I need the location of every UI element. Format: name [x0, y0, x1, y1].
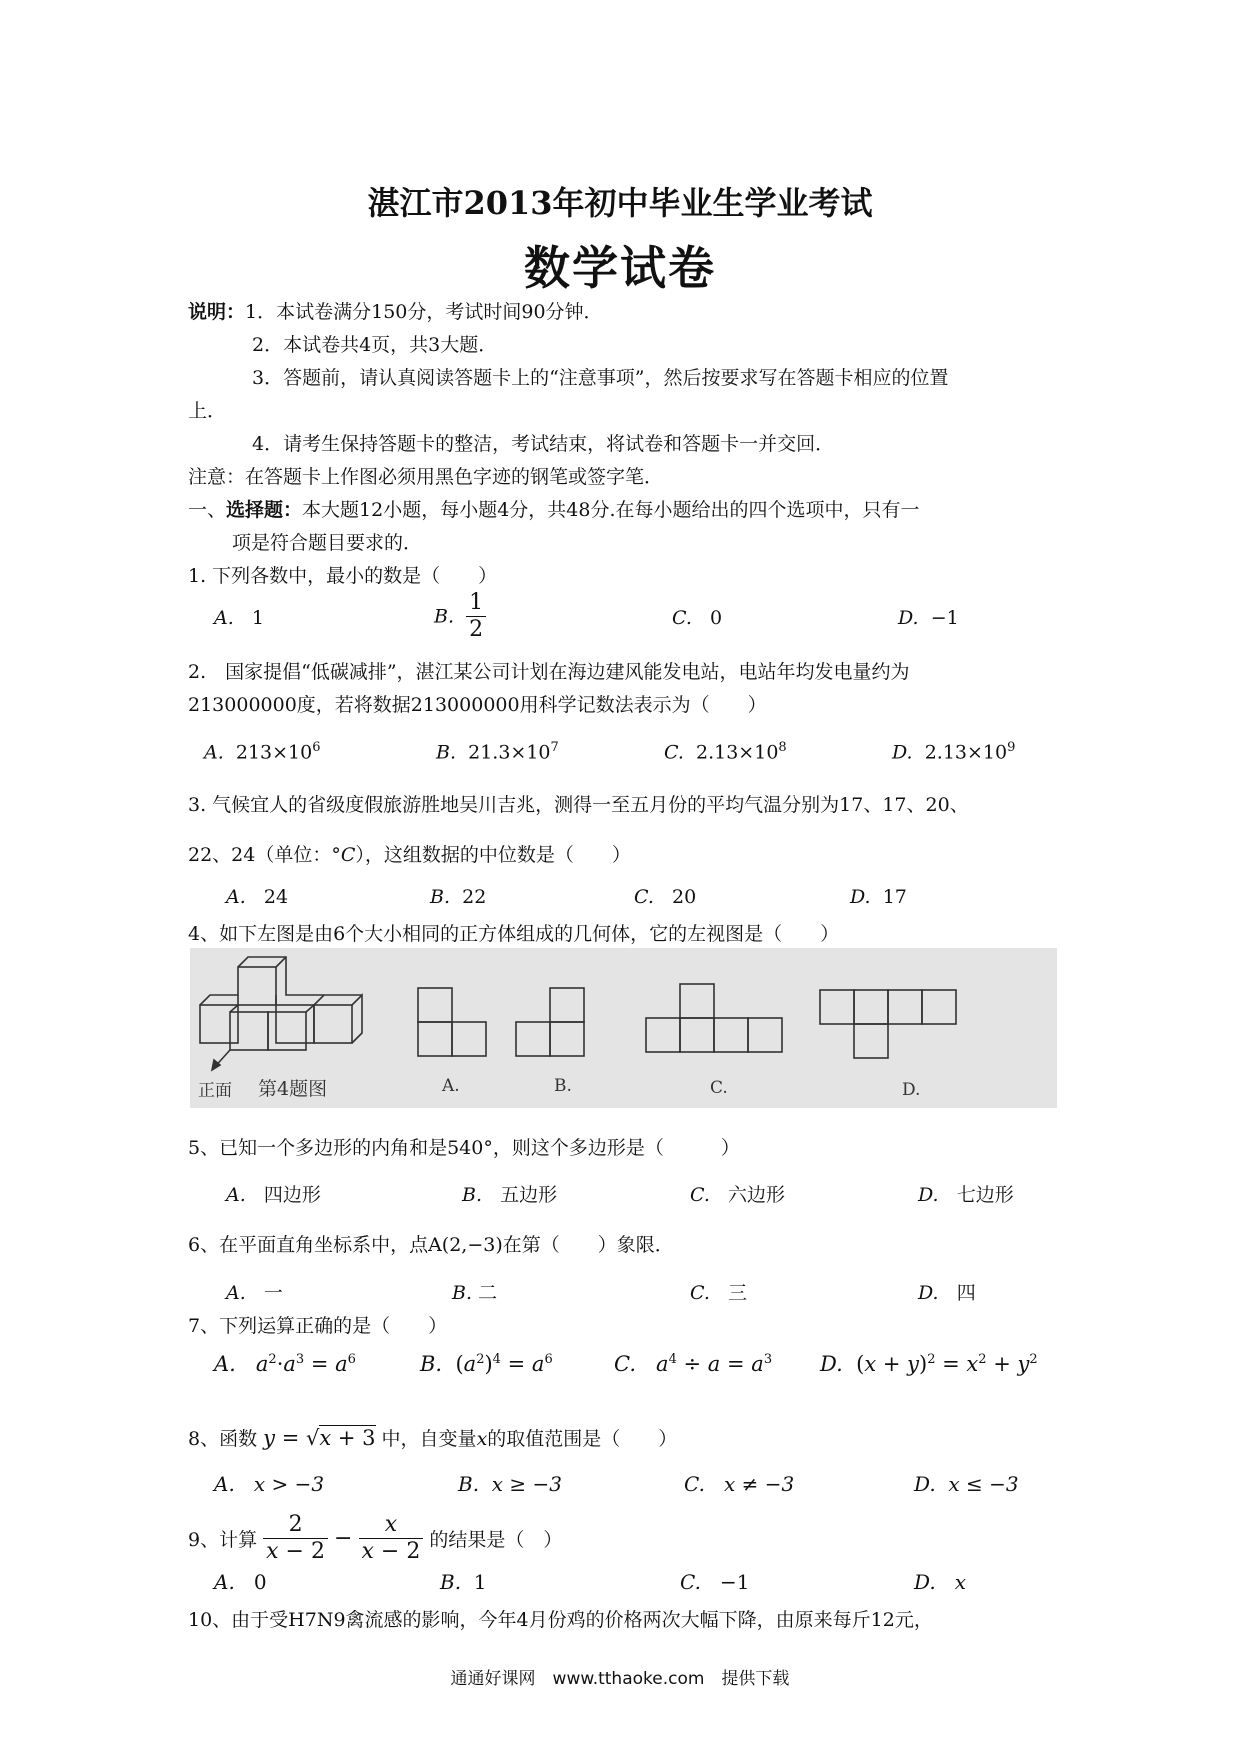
option-label: D. [892, 741, 913, 764]
option-value: 四 [956, 1282, 976, 1304]
q7-option-c: C. $a^4 \div a = a^3$ [614, 1352, 773, 1376]
option-value: 五边形 [500, 1184, 558, 1206]
section-text: 本大题12小题，每小题4分，共48分.在每小题给出的四个选项中，只有一 [302, 499, 920, 521]
q3-option-a [226, 886, 288, 908]
option-value: x ≠ −3 [724, 1472, 795, 1496]
option-value: 七边形 [956, 1184, 1014, 1206]
option-value: −1 [930, 607, 959, 629]
option-label: D. [914, 1472, 936, 1496]
q3-option-c [634, 886, 696, 908]
q2-option-a [204, 740, 321, 763]
fraction [263, 1512, 328, 1565]
instruction-item: 上． [188, 400, 227, 422]
numerator: x [359, 1512, 424, 1539]
section-label: 选择题： [226, 499, 303, 521]
fraction [466, 590, 486, 643]
option-label: A. [226, 1184, 246, 1206]
option-value: x [954, 1570, 967, 1594]
figure-option-a-label: A. [442, 1076, 460, 1096]
q8-text: 中，自变量 [381, 1428, 477, 1450]
q5-option-b [462, 1180, 557, 1207]
option-value: 一 [263, 1282, 283, 1304]
q3-text: 22、24（单位： [188, 844, 332, 866]
option-value: 0 [253, 1570, 267, 1594]
q7-option-d: D. $(x + y)^2 = x^2 + y^2$ [820, 1352, 1038, 1376]
q6-option-d [918, 1278, 976, 1305]
question-3-line-1: 3. 气候宜人的省级度假旅游胜地吴川吉兆，测得一至五月份的平均气温分别为17、17、20、 [188, 794, 969, 816]
option-value: 213×10 [235, 741, 313, 764]
q1-option-a [214, 607, 264, 629]
option-label: C. [690, 1184, 710, 1206]
instructions-line-1 [188, 297, 603, 324]
question-7-stem: 7、下列运算正确的是（ ） [188, 1315, 448, 1337]
question-9-stem: 9、计算 $\frac{2}{x - 2}$ − $\frac{x}{x - 2}$ 的结果是（ ） [188, 1512, 563, 1564]
figure-front-label: 正面 [198, 1081, 232, 1101]
instructions-label: 说明： [188, 301, 246, 323]
option-value: 2.13×10 [696, 741, 779, 764]
q2-option-c [664, 740, 787, 763]
figure-caption: 第4题图 [258, 1078, 328, 1100]
q6-option-c [690, 1278, 747, 1305]
option-value: 1 [473, 1570, 487, 1594]
option-value: x > −3 [253, 1472, 325, 1496]
option-value: x ≥ −3 [491, 1472, 563, 1496]
option-label: B. [458, 1472, 480, 1496]
instruction-item: 1．本试卷满分150分，考试时间90分钟． [245, 301, 603, 323]
option-label: B. [452, 1282, 473, 1304]
option-value: 四边形 [263, 1184, 321, 1206]
exponent: 6 [312, 740, 321, 755]
option-value: 六边形 [728, 1184, 786, 1206]
q7-option-b: B. $(a^2)^4 = a^6$ [420, 1352, 553, 1376]
option-value: 24 [263, 886, 289, 908]
instruction-item: 3．答题前，请认真阅读答题卡上的“注意事项”，然后按要求写在答题卡相应的位置 [252, 367, 949, 389]
option-value: 2.13×10 [924, 741, 1008, 764]
denominator: 2 [469, 617, 484, 642]
q6-option-a [226, 1278, 283, 1305]
q8-option-a [214, 1472, 324, 1496]
option-label: B. [434, 605, 455, 628]
option-label: C. [634, 886, 654, 908]
option-value: 1 [251, 607, 264, 629]
option-value: 二 [478, 1282, 498, 1304]
option-label: C. [672, 607, 692, 629]
q5-option-d [918, 1180, 1014, 1207]
exponent: 9 [1007, 740, 1016, 755]
option-label: A. [226, 1282, 246, 1304]
question-6-stem: 6、在平面直角坐标系中，点A(2,−3)在第（ ）象限． [188, 1234, 674, 1256]
option-value: 0 [710, 607, 723, 629]
q3-text: ），这组数据的中位数是（ ） [355, 844, 631, 866]
section-heading [188, 495, 920, 522]
q9-option-b [440, 1570, 487, 1594]
option-label: A. [214, 607, 234, 629]
option-label: C. [684, 1472, 705, 1496]
q9-text: 9、计算 [188, 1529, 258, 1551]
q8-text: 的取值范围是（ ） [487, 1428, 678, 1450]
question-2-line-1: 2. 国家提倡“低碳减排”，湛江某公司计划在海边建风能发电站，电站年均发电量约为 [188, 661, 910, 683]
q3-option-d [850, 886, 907, 908]
q8-text: 8、函数 [188, 1428, 258, 1450]
sqrt-expression: y = √x + 3 [263, 1426, 376, 1450]
instructions-note: 注意：在答题卡上作图必须用黑色字迹的钢笔或签字笔． [188, 466, 664, 488]
q1-option-c [672, 607, 722, 629]
question-3-line-2 [188, 840, 631, 867]
instruction-item: 4．请考生保持答题卡的整洁，考试结束，将试卷和答题卡一并交回． [252, 433, 835, 455]
question-2-line-2: 213000000度，若将数据213000000用科学记数法表示为（ ） [188, 694, 767, 716]
option-label: A. [214, 1472, 235, 1496]
q8-option-b [458, 1472, 562, 1496]
q2-option-b [436, 740, 559, 763]
option-label: C. [690, 1282, 710, 1304]
figure-option-d-label: D. [902, 1080, 921, 1100]
question-4-stem: 4、如下左图是由6个大小相同的正方体组成的几何体，它的左视图是（ ） [188, 923, 840, 945]
q8-option-d [914, 1472, 1019, 1496]
q5-option-a [226, 1180, 321, 1207]
question-5-stem: 5、已知一个多边形的内角和是540°，则这个多边形是（ ） [188, 1137, 740, 1159]
denominator: x − 2 [266, 1539, 325, 1564]
question-8-stem: 8、函数 y = √x + 3 中，自变量x的取值范围是（ ） [188, 1426, 678, 1450]
option-label: A. [204, 741, 224, 764]
instruction-item: 2．本试卷共4页，共3大题． [252, 334, 498, 356]
option-label: A. [226, 886, 246, 908]
exam-subtitle: 数学试卷 [524, 241, 716, 295]
option-label: D. [918, 1184, 939, 1206]
figure-option-b-label: B. [554, 1076, 572, 1096]
q2-option-d [892, 740, 1015, 763]
section-prefix: 一、 [188, 499, 227, 521]
exponent: 8 [778, 740, 787, 755]
q6-option-b [452, 1278, 497, 1305]
fraction [359, 1512, 424, 1565]
option-value: x ≤ −3 [948, 1472, 1019, 1496]
q9-option-a [214, 1570, 267, 1594]
q9-option-c [680, 1570, 750, 1594]
q9-text: 的结果是（ ） [429, 1529, 563, 1551]
option-value: 22 [462, 886, 487, 908]
question-10-line-1: 10、由于受H7N9禽流感的影响，今年4月份鸡的价格两次大幅下降，由原来每斤12元， [188, 1609, 933, 1631]
numerator: 1 [466, 590, 486, 617]
page-footer: 通通好课网 www.tthaoke.com 提供下载 [450, 1669, 790, 1689]
option-label: C. [664, 741, 684, 764]
q1-option-b [434, 590, 486, 643]
q8-option-c [684, 1472, 794, 1496]
option-label: C. [680, 1570, 701, 1594]
option-label: B. [436, 741, 457, 764]
option-value: 21.3×10 [468, 741, 551, 764]
option-value: 三 [728, 1282, 748, 1304]
option-label: B. [430, 886, 451, 908]
option-label: D. [898, 607, 919, 629]
q1-option-d [898, 607, 959, 629]
q5-option-c [690, 1180, 785, 1207]
option-label: A. [214, 1352, 236, 1376]
section-text: 项是符合题目要求的． [232, 532, 423, 554]
figure-option-c-label: C. [710, 1078, 728, 1098]
exponent: 7 [550, 740, 559, 755]
option-label: D. [914, 1570, 936, 1594]
option-label: B. [440, 1570, 462, 1594]
exam-title: 湛江市2013年初中毕业生学业考试 [367, 184, 873, 222]
question-4-figure [190, 948, 1057, 1108]
option-label: D. [820, 1352, 843, 1376]
option-label: D. [850, 886, 871, 908]
denominator: x − 2 [361, 1539, 421, 1564]
option-value: 17 [882, 886, 907, 908]
option-label: C. [614, 1352, 636, 1376]
q7-option-a: A. $a^2\cdot a^3 = a^6$ [214, 1352, 356, 1376]
option-value: −1 [720, 1570, 750, 1594]
option-label: B. [462, 1184, 483, 1206]
option-label: B. [420, 1352, 443, 1376]
q9-option-d [914, 1570, 966, 1594]
numerator: 2 [263, 1512, 328, 1539]
option-value: 20 [672, 886, 697, 908]
q3-option-b [430, 886, 486, 908]
unit: °C [331, 844, 356, 866]
question-1-stem: 1. 下列各数中，最小的数是（ ） [188, 565, 498, 587]
option-label: A. [214, 1570, 235, 1594]
option-label: D. [918, 1282, 939, 1304]
